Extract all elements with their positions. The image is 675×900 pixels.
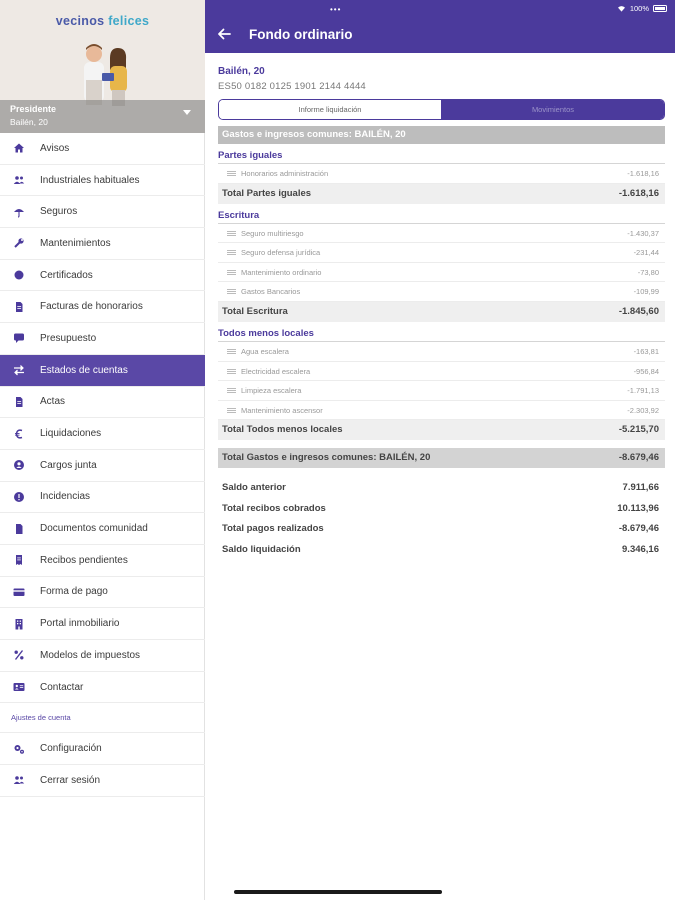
sidebar-item-label: Forma de pago bbox=[40, 586, 108, 598]
item-value: -163,81 bbox=[633, 346, 659, 356]
item-value: -1.430,37 bbox=[627, 228, 659, 238]
sidebar-item-seguros[interactable] bbox=[0, 196, 205, 228]
summary-row bbox=[218, 499, 665, 520]
umbrella-icon bbox=[13, 206, 25, 218]
summary-row bbox=[218, 540, 665, 561]
document-icon bbox=[13, 301, 25, 313]
top-bar bbox=[205, 0, 675, 53]
item-value: -956,84 bbox=[633, 366, 659, 376]
list-item bbox=[218, 381, 665, 401]
section-header: Escritura bbox=[218, 204, 665, 224]
sidebar-item-cerrar-sesion[interactable] bbox=[0, 765, 205, 797]
tab-informe-liquidacion[interactable]: Informe liquidación bbox=[219, 100, 442, 119]
role-title: Presidente bbox=[10, 104, 57, 114]
total-value: -5.215,70 bbox=[618, 424, 659, 436]
group-header: Gastos e ingresos comunes: BAILÉN, 20 bbox=[218, 126, 665, 144]
users-icon bbox=[13, 174, 25, 186]
summary-value: 10.113,96 bbox=[617, 502, 659, 514]
summary-value: -8.679,46 bbox=[618, 523, 659, 535]
document-icon bbox=[13, 396, 25, 408]
logo-part1: vecinos bbox=[55, 14, 105, 28]
section-header: Todos menos locales bbox=[218, 322, 665, 342]
section-total-row bbox=[218, 302, 665, 322]
sidebar-item-label: Documentos comunidad bbox=[40, 523, 148, 535]
sidebar-item-liquidaciones[interactable] bbox=[0, 418, 205, 450]
sidebar-item-label: Modelos de impuestos bbox=[40, 649, 141, 661]
list-lines-icon bbox=[227, 270, 236, 275]
gears-icon bbox=[13, 743, 25, 755]
grand-total-label: Total Gastos e ingresos comunes: BAILÉN, 20 bbox=[222, 452, 431, 464]
sidebar-item-label: Avisos bbox=[40, 142, 70, 154]
sidebar-item-label: Actas bbox=[40, 396, 66, 408]
sidebar-item-label: Industriales habituales bbox=[40, 174, 140, 186]
users-icon bbox=[13, 774, 25, 786]
chat-icon bbox=[13, 332, 25, 344]
list-item bbox=[218, 164, 665, 184]
multitasking-dots[interactable]: ••• bbox=[330, 5, 342, 14]
summary-label: Saldo liquidación bbox=[222, 543, 301, 555]
section-total-row bbox=[218, 184, 665, 204]
sidebar-item-label: Estados de cuentas bbox=[40, 364, 128, 376]
building-icon bbox=[13, 618, 25, 630]
balance-summary bbox=[218, 478, 665, 560]
sidebar-item-label: Presupuesto bbox=[40, 332, 97, 344]
tab-movimientos[interactable]: Movimientos bbox=[442, 100, 664, 119]
total-label: Total Todos menos locales bbox=[222, 424, 343, 436]
euro-icon bbox=[13, 428, 25, 440]
wifi-icon bbox=[617, 5, 626, 12]
list-lines-icon bbox=[227, 250, 236, 255]
item-value: -109,99 bbox=[633, 287, 659, 297]
app-logo bbox=[0, 14, 205, 28]
file-icon bbox=[13, 523, 25, 535]
sidebar-item-facturas[interactable] bbox=[0, 291, 205, 323]
list-item bbox=[218, 243, 665, 263]
item-label: Limpieza escalera bbox=[241, 386, 302, 396]
item-label: Honorarios administración bbox=[241, 169, 329, 178]
sidebar-item-incidencias[interactable] bbox=[0, 482, 205, 514]
seal-icon bbox=[13, 269, 25, 281]
summary-value: 7.911,66 bbox=[622, 482, 659, 494]
status-indicators bbox=[617, 4, 667, 13]
community-address: Bailén, 20 bbox=[218, 66, 265, 77]
main-panel bbox=[205, 0, 675, 900]
summary-label: Total pagos realizados bbox=[222, 523, 324, 535]
sidebar-item-forma-de-pago[interactable] bbox=[0, 577, 205, 609]
sidebar-item-label: Incidencias bbox=[40, 491, 91, 503]
alert-icon bbox=[13, 491, 25, 503]
contact-card-icon bbox=[13, 681, 25, 693]
role-address: Bailén, 20 bbox=[10, 117, 48, 127]
sidebar-item-documentos-comunidad[interactable] bbox=[0, 513, 205, 545]
section-total-row bbox=[218, 420, 665, 440]
battery-icon bbox=[653, 5, 667, 12]
sidebar-item-estados-de-cuentas[interactable] bbox=[0, 355, 205, 387]
summary-row bbox=[218, 478, 665, 499]
sidebar-item-label: Cargos junta bbox=[40, 459, 97, 471]
sidebar-item-contactar[interactable] bbox=[0, 672, 205, 704]
battery-percent: 100% bbox=[629, 4, 649, 13]
sidebar-menu bbox=[0, 133, 205, 797]
sidebar-item-cargos-junta[interactable] bbox=[0, 450, 205, 482]
home-icon bbox=[13, 142, 25, 154]
sidebar-item-label: Configuración bbox=[40, 743, 102, 755]
sidebar-item-presupuesto[interactable] bbox=[0, 323, 205, 355]
list-lines-icon bbox=[227, 369, 236, 374]
item-value: -73,80 bbox=[637, 267, 659, 277]
account-iban: ES50 0182 0125 1901 2144 4444 bbox=[218, 81, 366, 92]
item-label: Seguro defensa jurídica bbox=[241, 248, 321, 258]
sidebar-item-label: Portal inmobiliario bbox=[40, 618, 120, 630]
sidebar-item-mantenimientos[interactable] bbox=[0, 228, 205, 260]
list-item bbox=[218, 401, 665, 421]
sidebar-item-label: Contactar bbox=[40, 681, 84, 693]
percent-icon bbox=[13, 649, 25, 661]
item-value: -231,44 bbox=[633, 248, 659, 258]
sidebar-item-recibos-pendientes[interactable] bbox=[0, 545, 205, 577]
list-item bbox=[218, 362, 665, 382]
sidebar-item-avisos[interactable] bbox=[0, 133, 205, 165]
account-settings-label: Ajustes de cuenta bbox=[0, 703, 205, 733]
summary-label: Saldo anterior bbox=[222, 482, 286, 494]
total-label: Total Escritura bbox=[222, 305, 288, 317]
item-label: Mantenimiento ordinario bbox=[241, 267, 322, 277]
sidebar-item-configuracion[interactable] bbox=[0, 733, 205, 765]
item-value: -1.618,16 bbox=[627, 169, 659, 178]
sidebar bbox=[0, 0, 205, 900]
total-label: Total Partes iguales bbox=[222, 187, 312, 199]
summary-row bbox=[218, 519, 665, 540]
item-label: Mantenimiento ascensor bbox=[241, 405, 323, 415]
sidebar-item-label: Seguros bbox=[40, 206, 78, 218]
transfer-icon bbox=[13, 364, 25, 376]
sidebar-hero bbox=[0, 0, 205, 133]
list-lines-icon bbox=[227, 289, 236, 294]
list-lines-icon bbox=[227, 408, 236, 413]
home-indicator[interactable] bbox=[234, 890, 442, 894]
total-value: -1.845,60 bbox=[618, 305, 659, 317]
sidebar-item-label: Recibos pendientes bbox=[40, 554, 128, 566]
view-segmented-control bbox=[218, 99, 665, 120]
back-button[interactable] bbox=[215, 25, 233, 43]
section-header: Partes iguales bbox=[218, 144, 665, 164]
logo-part2: felices bbox=[108, 14, 150, 28]
card-icon bbox=[13, 586, 25, 598]
list-lines-icon bbox=[227, 171, 236, 176]
sidebar-item-certificados[interactable] bbox=[0, 260, 205, 292]
grand-total-value: -8.679,46 bbox=[618, 452, 659, 464]
receipt-icon bbox=[13, 554, 25, 566]
sidebar-item-label: Certificados bbox=[40, 269, 93, 281]
item-value: -2.303,92 bbox=[627, 405, 659, 415]
summary-value: 9.346,16 bbox=[622, 543, 659, 555]
wrench-icon bbox=[13, 237, 25, 249]
grand-total-row bbox=[218, 448, 665, 468]
sidebar-item-modelos-de-impuestos[interactable] bbox=[0, 640, 205, 672]
chevron-down-icon[interactable] bbox=[183, 110, 191, 115]
item-value: -1.791,13 bbox=[627, 386, 659, 396]
item-label: Electricidad escalera bbox=[241, 366, 311, 376]
list-item bbox=[218, 282, 665, 302]
item-label: Agua escalera bbox=[241, 346, 289, 356]
item-label: Seguro multiriesgo bbox=[241, 228, 304, 238]
sidebar-item-label: Cerrar sesión bbox=[40, 774, 101, 786]
list-lines-icon bbox=[227, 349, 236, 354]
sidebar-item-label: Mantenimientos bbox=[40, 237, 111, 249]
sidebar-item-label: Facturas de honorarios bbox=[40, 301, 143, 313]
sidebar-item-actas[interactable] bbox=[0, 387, 205, 419]
liquidation-report bbox=[218, 126, 665, 560]
list-lines-icon bbox=[227, 231, 236, 236]
sidebar-item-portal-inmobiliario[interactable] bbox=[0, 608, 205, 640]
sidebar-item-label: Liquidaciones bbox=[40, 428, 102, 440]
summary-label: Total recibos cobrados bbox=[222, 502, 326, 514]
list-lines-icon bbox=[227, 388, 236, 393]
list-item bbox=[218, 342, 665, 362]
page-title: Fondo ordinario bbox=[249, 27, 353, 42]
list-item bbox=[218, 224, 665, 244]
list-item bbox=[218, 263, 665, 283]
total-value: -1.618,16 bbox=[618, 187, 659, 199]
sidebar-item-industriales[interactable] bbox=[0, 165, 205, 197]
item-label: Gastos Bancarios bbox=[241, 287, 301, 297]
user-circle-icon bbox=[13, 459, 25, 471]
arrow-left-icon bbox=[217, 28, 231, 40]
